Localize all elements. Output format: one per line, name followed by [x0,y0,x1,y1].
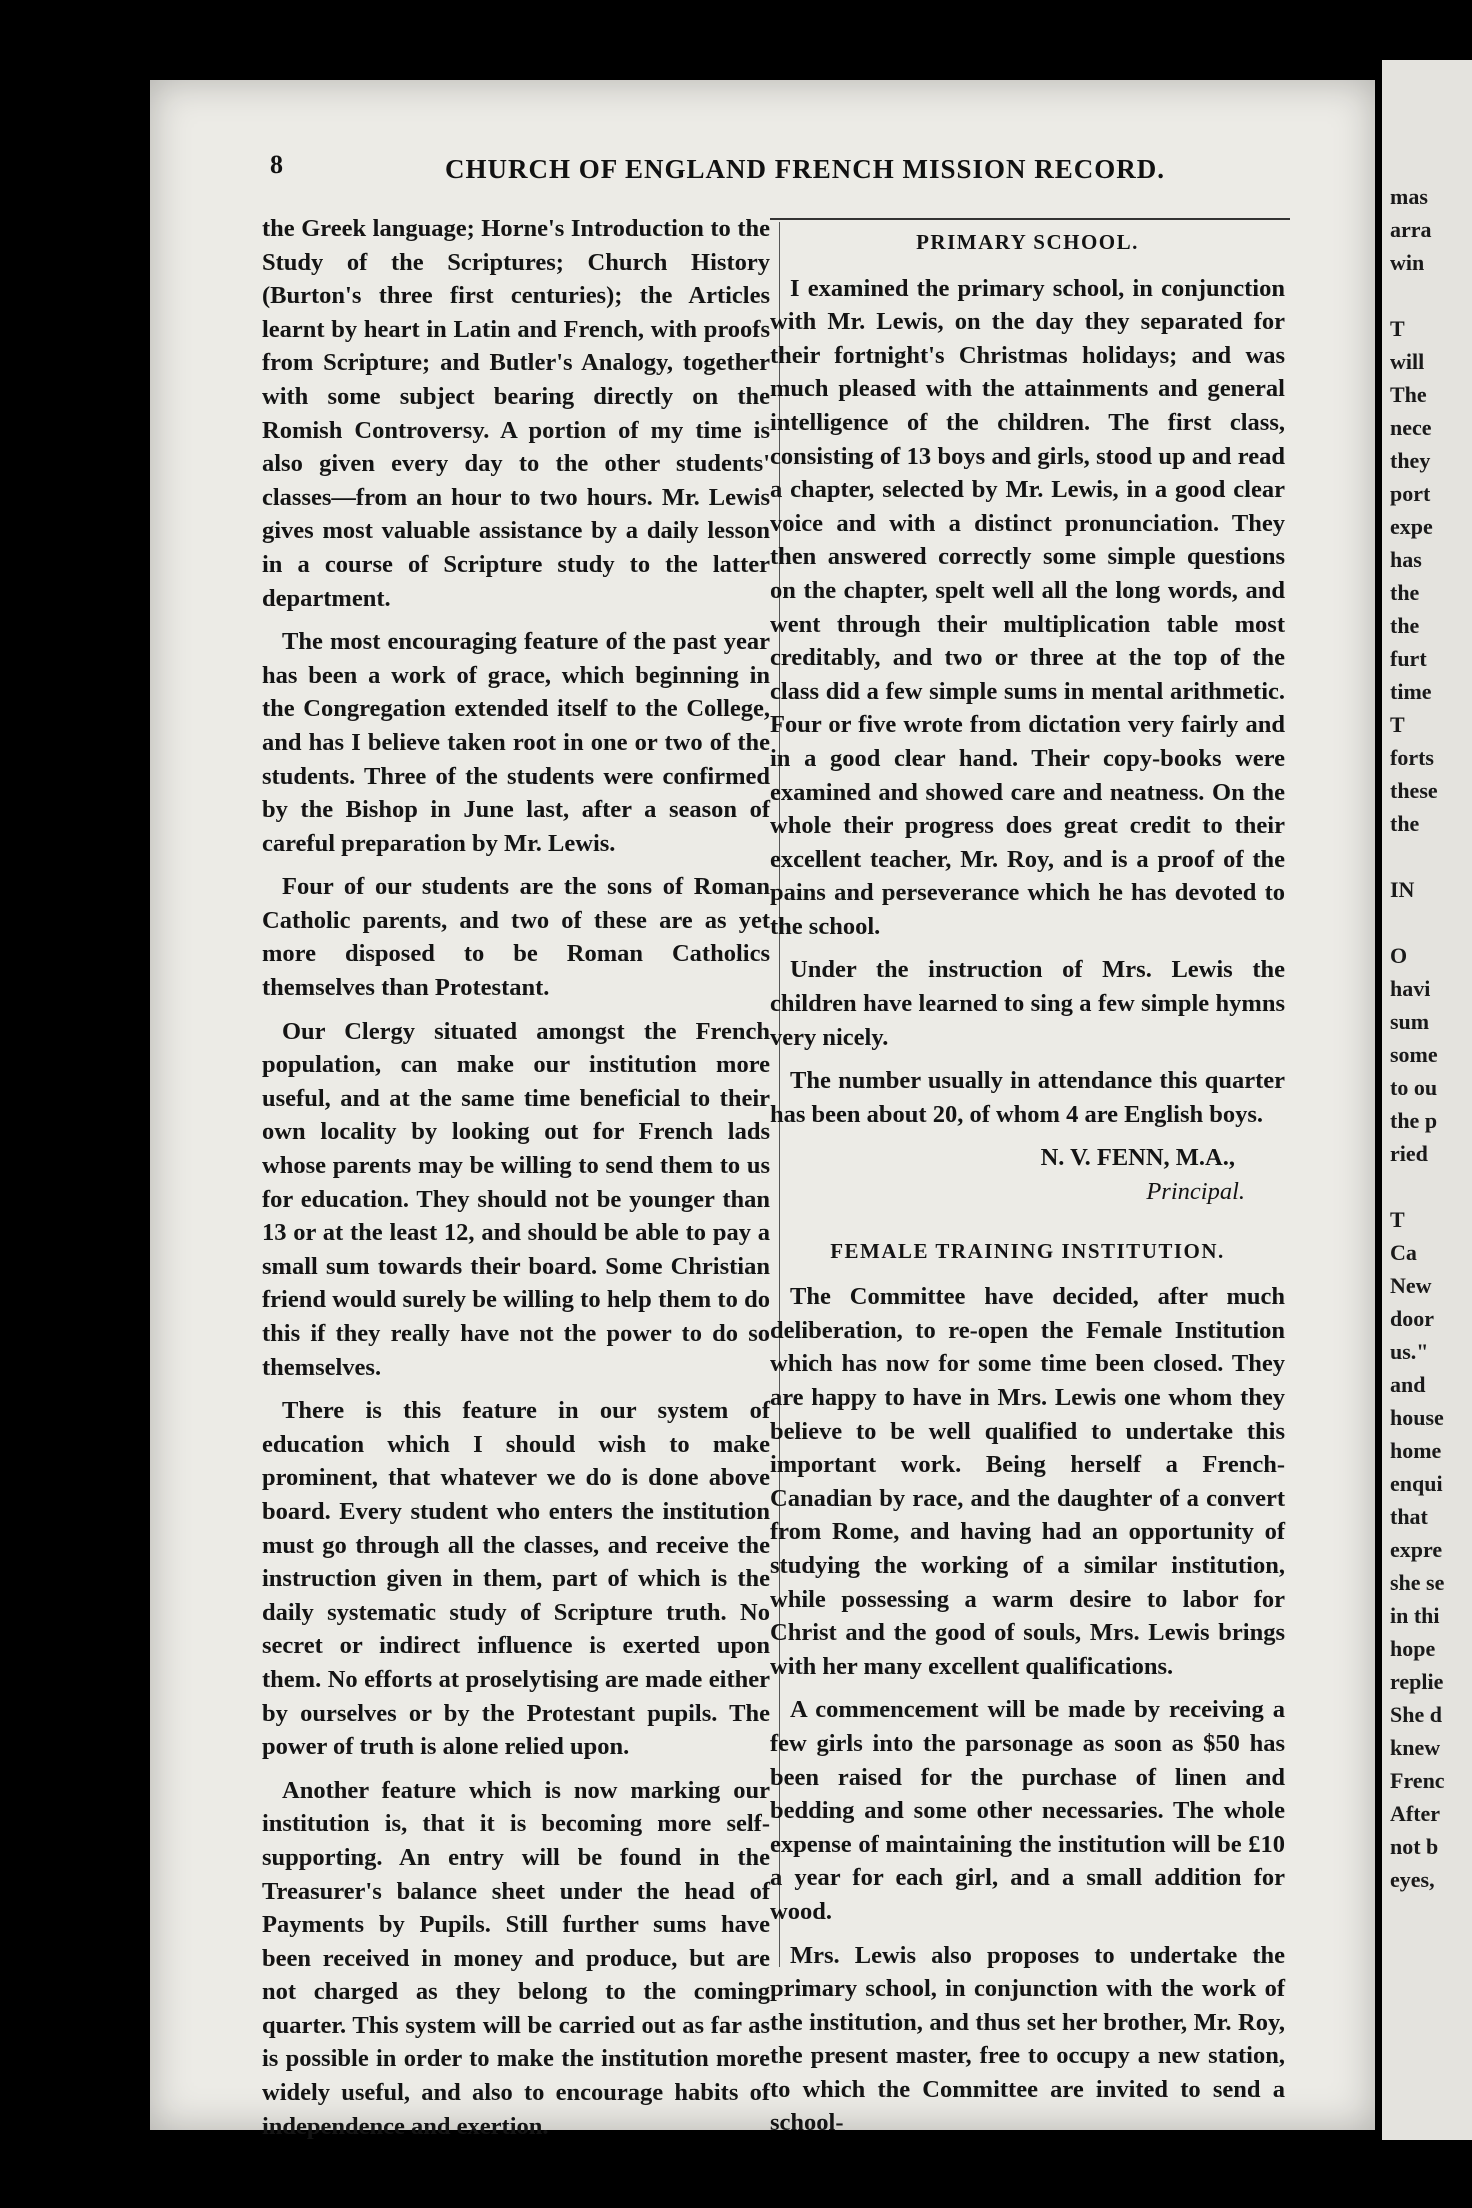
paragraph: Our Clergy situated amongst the French population, can make our institution more useful, and at the same time beneficial to their own locality by looking out for French lads whose parents may be willing to send them to us for education. They should not be younger than 13 or at the least 12, and should be able to pay a small sum towards their board. Some Christian friend would surely be willing to help them to do this if they really have not the power to do so themselves. [262,1017,770,1381]
paragraph: There is this feature in our system of education which I should wish to make prominent, that whatever we do is done above board. Every student who enters the institution must go through all the classes, and receive the instruction given in them, part of which is the daily systematic study of Scripture truth. No secret or indirect influence is exerted upon them. No efforts at proselytising are made either by ourselves or by the Protestant pupils. The power of truth is alone relied upon. [262,1397,770,1761]
adjacent-page-fragment-line: to ou [1390,1075,1438,1100]
adjacent-page-fragment-line: havi [1390,976,1431,1001]
paragraph: The most encouraging feature of the past year has been a work of grace, which beginning in the Congregation extended itself to the College, and has I believe taken root in one or two of the students. Three of the students were confirmed by the Bishop in June last, after a season of careful preparation by Mr. Lewis. [262,628,770,857]
adjacent-page-fragment-line: the [1390,811,1420,836]
adjacent-page-fragment-line: has [1390,547,1422,572]
adjacent-page-fragment-line: After [1390,1801,1441,1826]
adjacent-page-fragment-line: T [1390,316,1405,341]
adjacent-page-fragment-line: door [1390,1306,1434,1331]
adjacent-page-fragment-line: the [1390,613,1420,638]
adjacent-page-fragment [1382,60,1472,2140]
adjacent-page-fragment-line: port [1390,481,1431,506]
adjacent-page-fragment-line: IN [1390,877,1415,902]
paragraph: Under the instruction of Mrs. Lewis the children have learned to sing a few simple hymns very nicely. [770,956,1285,1051]
signature-title: Principal. [1146,1178,1245,1206]
adjacent-page-fragment-line: home [1390,1438,1442,1463]
paragraph: the Greek language; Horne's Introduction to the Study of the Scriptures; Church History (Burton's three first centuries); the Articles learnt by heart in Latin and French, with proofs from Scripture; and Butler's Analogy, together with some subject bearing directly on the Romish Controversy. A portion of my time is also given every day to the other students' classes—from an hour to two hours. Mr. Lewis gives most valuable assistance by a daily lesson in a course of Scripture study to the latter department. [262,215,770,612]
adjacent-page-fragment-line: Frenc [1390,1768,1445,1793]
adjacent-page-fragment-line [1390,1170,1472,1203]
adjacent-page-fragment-line: they [1390,448,1431,473]
adjacent-page-fragment-line: T [1390,1207,1405,1232]
paragraph: The number usually in attendance this quarter has been about 20, of whom 4 are English boys. [770,1067,1285,1128]
adjacent-page-fragment-line: us." [1390,1339,1429,1364]
page-number: 8 [270,150,283,179]
adjacent-page-fragment-line: expe [1390,514,1433,539]
adjacent-page-fragment-line: the p [1390,1108,1438,1133]
adjacent-page-fragment-line: forts [1390,745,1434,770]
adjacent-page-fragment-line: enqui [1390,1471,1443,1496]
right-column [770,212,1285,2150]
adjacent-page-fragment-line: win [1390,250,1425,275]
paragraph: Mrs. Lewis also proposes to undertake the primary school, in conjunction with the work of the institution, and thus set her brother, Mr. Roy, the present master, free to occupy a new station, to which the Committee are invited to send a school- [770,1941,1285,2137]
paragraph: A commencement will be made by receiving a few girls into the parsonage as soon as $50 has been raised for the purchase of linen and bedding and some other necessaries. The whole expense of maintaining the institution will be £10 a year for each girl, and a small addition for wood. [770,1696,1285,1925]
adjacent-page-fragment-line: knew [1390,1735,1441,1760]
adjacent-page-fragment-line: ried [1390,1141,1428,1166]
adjacent-page-fragment-line: The [1390,382,1427,407]
adjacent-page-fragment-line: in thi [1390,1603,1440,1628]
adjacent-page-text [1382,60,1472,1896]
adjacent-page-fragment-line: house [1390,1405,1444,1430]
adjacent-page-fragment-line: hope [1390,1636,1436,1661]
adjacent-page-fragment-line: some [1390,1042,1438,1067]
adjacent-page-fragment-line [1390,840,1472,873]
adjacent-page-fragment-line: not b [1390,1834,1439,1859]
running-title: CHURCH OF ENGLAND FRENCH MISSION RECORD. [445,154,1166,184]
adjacent-page-fragment-line: sum [1390,1009,1430,1034]
paragraph: Another feature which is now marking our institution is, that it is becoming more self-supporting. An entry will be found in the Treasurer's balance sheet under the head of Payments by Pupils. Still further sums have been received in money and produce, but are not charged as they belong to the coming quarter. This system will be carried out as far as is possible in order to make the institution more widely useful, and also to encourage habits of independence and exertion. [262,1776,770,2140]
adjacent-page-fragment-line: replie [1390,1669,1444,1694]
adjacent-page-fragment-line: nece [1390,415,1432,440]
adjacent-page-fragment-line: New [1390,1273,1432,1298]
adjacent-page-fragment-line: these [1390,778,1438,803]
paragraph: I examined the primary school, in conjunction with Mr. Lewis, on the day they separated for their fortnight's Christmas holidays; and was much pleased with the attainments and general intelligence of the children. The first class, consisting of 13 boys and girls, stood up and read a chapter, selected by Mr. Lewis, in a good clear voice and with a distinct pronunciation. They then answered correctly some simple questions on the chapter, spelt well all the long words, and went through their multiplication table most creditably, and two or three at the top of the class did a few simple sums in mental arithmetic. Four or five wrote from dictation very fairly and in a good clear hand. Their copy-books were examined and showed care and neatness. On the whole their progress does great credit to their excellent teacher, Mr. Roy, and is a proof of the pains and perseverance which he has devoted to the school. [770,274,1285,940]
paragraph: The Committee have decided, after much deliberation, to re-open the Female Institution which has now for some time been closed. They are happy to have in Mrs. Lewis one whom they believe to be well qualified to undertake this important work. Being herself a French-Canadian by race, and the daughter of a convert from Rome, and having had an opportunity of studying the working of a similar institution, while possessing a warm desire to labor for Christ and the good of souls, Mrs. Lewis brings with her many excellent qualifications. [770,1283,1285,1680]
adjacent-page-fragment-line: the [1390,580,1420,605]
section-heading-female-training: FEMALE TRAINING INSTITUTION. [830,1238,1225,1263]
adjacent-page-fragment-line: and [1390,1372,1426,1397]
adjacent-page-fragment-line [1390,906,1472,939]
adjacent-page-fragment-line: Ca [1390,1240,1417,1265]
page-header [270,150,1310,190]
section-heading-primary-school: PRIMARY SCHOOL. [916,230,1139,254]
signature-name: N. V. FENN, M.A., [1040,1144,1235,1172]
adjacent-page-fragment-line: arra [1390,217,1432,242]
adjacent-page-fragment-line: She d [1390,1702,1442,1727]
adjacent-page-fragment-line: furt [1390,646,1427,671]
adjacent-page-fragment-line: time [1390,679,1432,704]
adjacent-page-fragment-line [1390,279,1472,312]
adjacent-page-fragment-line: mas [1390,184,1428,209]
left-column [262,212,770,2153]
adjacent-page-fragment-line: eyes, [1390,1867,1435,1892]
adjacent-page-fragment-line: T [1390,712,1405,737]
adjacent-page-fragment-line: that [1390,1504,1428,1529]
adjacent-page-fragment-line: O [1390,943,1408,968]
adjacent-page-fragment-line: will [1390,349,1425,374]
paragraph: Four of our students are the sons of Roman Catholic parents, and two of these are as yet more disposed to be Roman Catholics themselves than Protestant. [262,873,770,1002]
adjacent-page-fragment-line: expre [1390,1537,1443,1562]
adjacent-page-fragment-line: she se [1390,1570,1445,1595]
